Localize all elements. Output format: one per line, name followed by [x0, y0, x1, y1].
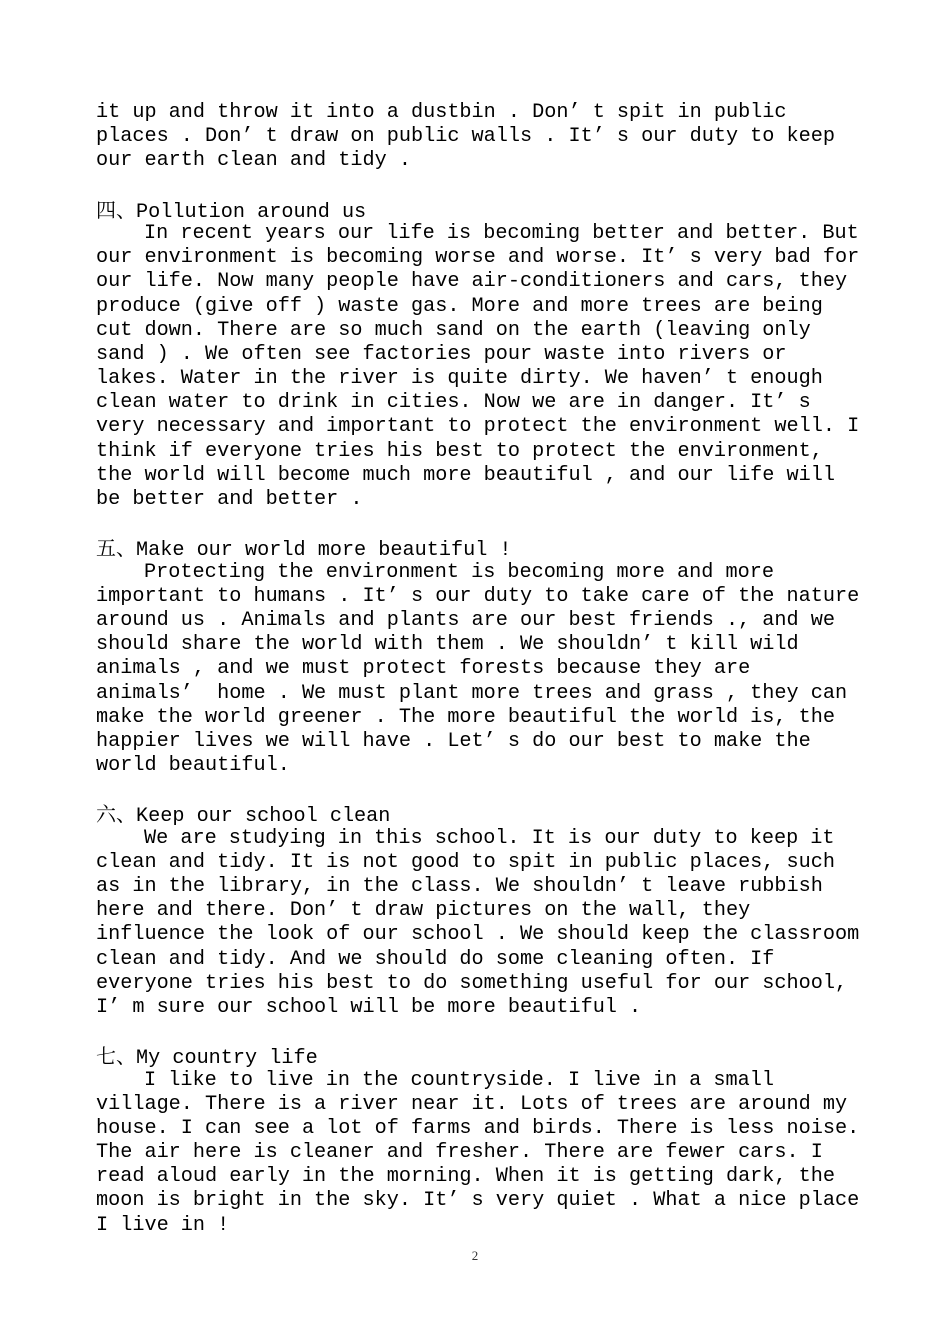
text-line: our life. Now many people have air-conditioners and cars, they [96, 270, 848, 294]
page-number: 2 [471, 1248, 479, 1263]
text-line: it up and throw it into a dustbin . Don’ t spit in public [96, 101, 787, 124]
section-title: Make our world more beautiful ! [136, 539, 512, 563]
text-line: here and there. Don’ t draw pictures on the wall, they [96, 899, 751, 923]
section-heading [96, 198, 876, 222]
section-number: 五、 [96, 536, 136, 561]
intro-paragraph [96, 101, 876, 174]
text-line: village. There is a river near it. Lots of trees are around my [96, 1092, 848, 1116]
section-heading [96, 802, 876, 829]
text-line: clean and tidy. And we should do some cleaning often. If [96, 947, 775, 971]
text-line: animals , and we must protect forests because they are [96, 657, 751, 681]
text-line: as in the library, in the class. We shouldn’ t leave rubbish [96, 875, 823, 898]
text-line: I like to live in the countryside. I live in a small [144, 1068, 774, 1092]
text-line: important to humans . It’ s our duty to take care of the nature [96, 584, 860, 608]
text-line: I live in ! [96, 1213, 230, 1237]
section-number: 七、 [96, 1044, 136, 1069]
text-line: influence the look of our school . We should keep the classroom [96, 923, 860, 947]
spacer [96, 512, 876, 536]
text-line: We are studying in this school. It is our duty to keep it [144, 826, 835, 850]
text-line: our earth clean and tidy . [96, 149, 411, 173]
spacer [96, 1020, 876, 1044]
text-line: should share the world with them . We shouldn’ t kill wild [96, 633, 799, 657]
section-title: My country life [136, 1047, 318, 1071]
text-line: be better and better . [96, 488, 363, 511]
text-line: world beautiful. [96, 754, 290, 778]
text-line: house. I can see a lot of farms and birds. There is less noise. [96, 1116, 860, 1140]
text-line: I’ m sure our school will be more beautiful . [96, 995, 642, 1019]
section-heading [96, 1044, 876, 1071]
text-line: cut down. There are so much sand on the earth (leaving only [96, 318, 811, 342]
text-line: everyone tries his best to do something useful for our school, [96, 971, 848, 995]
text-line: moon is bright in the sky. It’ s very quiet . What a nice place [96, 1189, 860, 1213]
section-number: 六、 [96, 802, 136, 827]
spacer [96, 778, 876, 802]
text-line: the world will become much more beautiful , and our life will [96, 463, 835, 487]
text-line: very necessary and important to protect the environment well. I [96, 415, 860, 439]
text-line: sand ) . We often see factories pour waste into rivers or [96, 342, 787, 366]
section-country-life [96, 1044, 876, 1238]
section-title: Keep our school clean [136, 805, 391, 829]
section-school-clean [96, 802, 876, 1020]
text-line: make the world greener . The more beautiful the world is, the [96, 705, 835, 729]
document-page [96, 101, 876, 1238]
text-line: clean and tidy. It is not good to spit in public places, such [96, 850, 835, 874]
text-line: produce (give off ) waste gas. More and more trees are being [96, 294, 823, 318]
text-line: happier lives we will have . Let’ s do our best to make the [96, 729, 811, 753]
text-line: lakes. Water in the river is quite dirty. We haven’ t enough [96, 367, 823, 391]
text-line: Protecting the environment is becoming more and more [144, 560, 774, 584]
text-line: think if everyone tries his best to protect the environment, [96, 439, 823, 463]
section-number: 四、 [96, 197, 136, 222]
text-line: The air here is cleaner and fresher. There are fewer cars. I [96, 1141, 823, 1165]
text-line: clean water to drink in cities. Now we are in danger. It’ s [96, 391, 811, 415]
section-heading [96, 536, 876, 563]
text-line: In recent years our life is becoming better and better. But [144, 221, 859, 245]
text-line: read aloud early in the morning. When it is getting dark, the [96, 1165, 835, 1189]
text-line: places . Don’ t draw on public walls . It’ s our duty to keep [96, 125, 835, 149]
section-beautiful-world [96, 536, 876, 778]
section-title: Pollution around us [136, 200, 367, 224]
text-line: our environment is becoming worse and worse. It’ s very bad for [96, 246, 860, 270]
spacer [96, 174, 876, 198]
text-line: animals’ home . We must plant more trees and grass , they can [96, 681, 848, 705]
section-pollution [96, 198, 876, 512]
text-line: around us . Animals and plants are our best friends ., and we [96, 608, 835, 632]
